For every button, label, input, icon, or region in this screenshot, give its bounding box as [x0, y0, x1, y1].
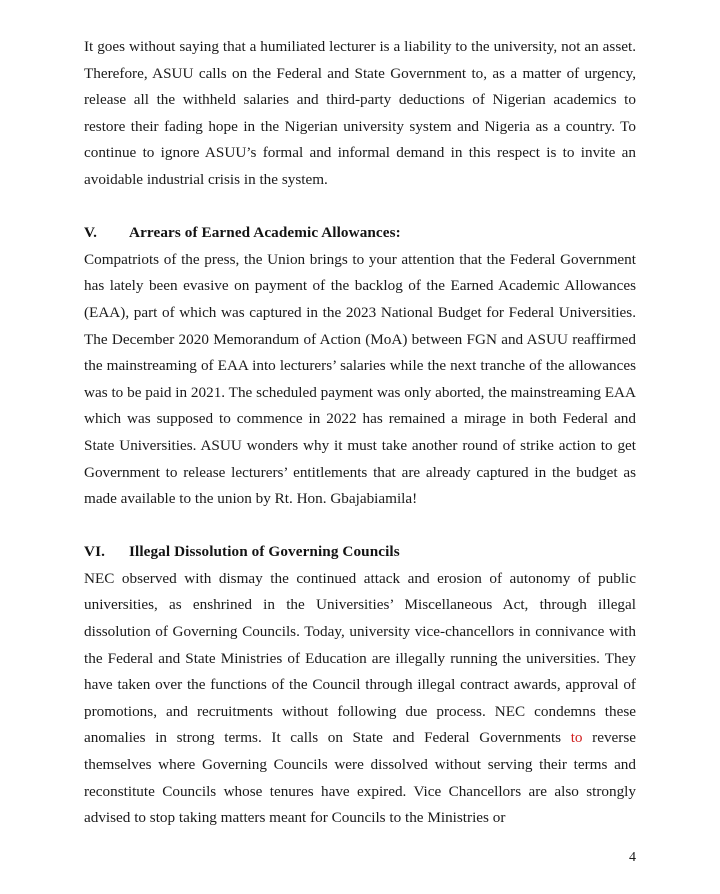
paragraph-earned-academic-allowances: Compatriots of the press, the Union brings to your attention that the Federal Government has lately been evasive on payment of the backlog of the Earned Academic Allowances (EAA), part of which was captured in the 2023 National Budget for Federal Universities. The December 2020 Memorandum of Action (MoA) between FGN and ASUU reaffirmed the mainstreaming of EAA into lecturers’ salaries while the next tranche of the allowances was to be paid in 2021. The scheduled payment was only aborted, the mainstreaming EAA which was supposed to commence in 2022 has remained a mirage in both Federal and State Universities. ASUU wonders why it must take another round of strike action to get Government to release lecturers’ entitlements that are already captured in the budget as made available to the union by Rt. Hon. Gbajabiamila! — [84, 250, 636, 508]
heading-section-vi — [84, 539, 636, 566]
heading-section-v — [84, 220, 636, 247]
run-text-highlight: to — [570, 729, 583, 747]
heading-section-vi-title: Illegal Dissolution of Governing Councils — [129, 543, 400, 561]
paragraph-spacer-2 — [84, 513, 636, 540]
paragraph-governing-councils — [84, 566, 636, 832]
heading-section-v-title: Arrears of Earned Academic Allowances: — [129, 224, 401, 242]
run-text-trail: reverse themselves where Governing Councils were dissolved without serving their terms and reconstitute Councils whose tenures have expired. Vice Chancellors are also strongly advised to stop taking matters meant for Councils to the Ministries or — [84, 729, 636, 827]
paragraph-spacer-1 — [84, 194, 636, 221]
paragraph-withheld-salaries: It goes without saying that a humiliated lecturer is a liability to the university, not an asset. Therefore, ASUU calls on the Federal and State Government to, as a matter of urgency, release all the withheld salaries and third-party deductions of Nigerian academics to restore their fading hope in the Nigerian university system and Nigeria as a country. To continue to ignore ASUU’s formal and informal demand in this respect is to invite an avoidable industrial crisis in the system. — [84, 38, 636, 188]
document-page-body — [84, 34, 636, 832]
page-number: 4 — [629, 850, 636, 865]
run-text-lead: NEC observed with dismay the continued attack and erosion of autonomy of public universities, as enshrined in the Universities’ Miscellaneous Act, through illegal dissolution of Governing Councils. Today, university vice-chancellors in connivance with the Federal and State Ministries of Education are illegally running the universities. They have taken over the functions of the Council through illegal contract awards, approval of promotions, and recruitments without following due process. NEC condemns these anomalies in strong terms. It calls on State and Federal Governments — [84, 569, 636, 747]
heading-section-v-numeral: V. — [84, 224, 98, 242]
heading-section-vi-numeral: VI. — [84, 543, 105, 561]
